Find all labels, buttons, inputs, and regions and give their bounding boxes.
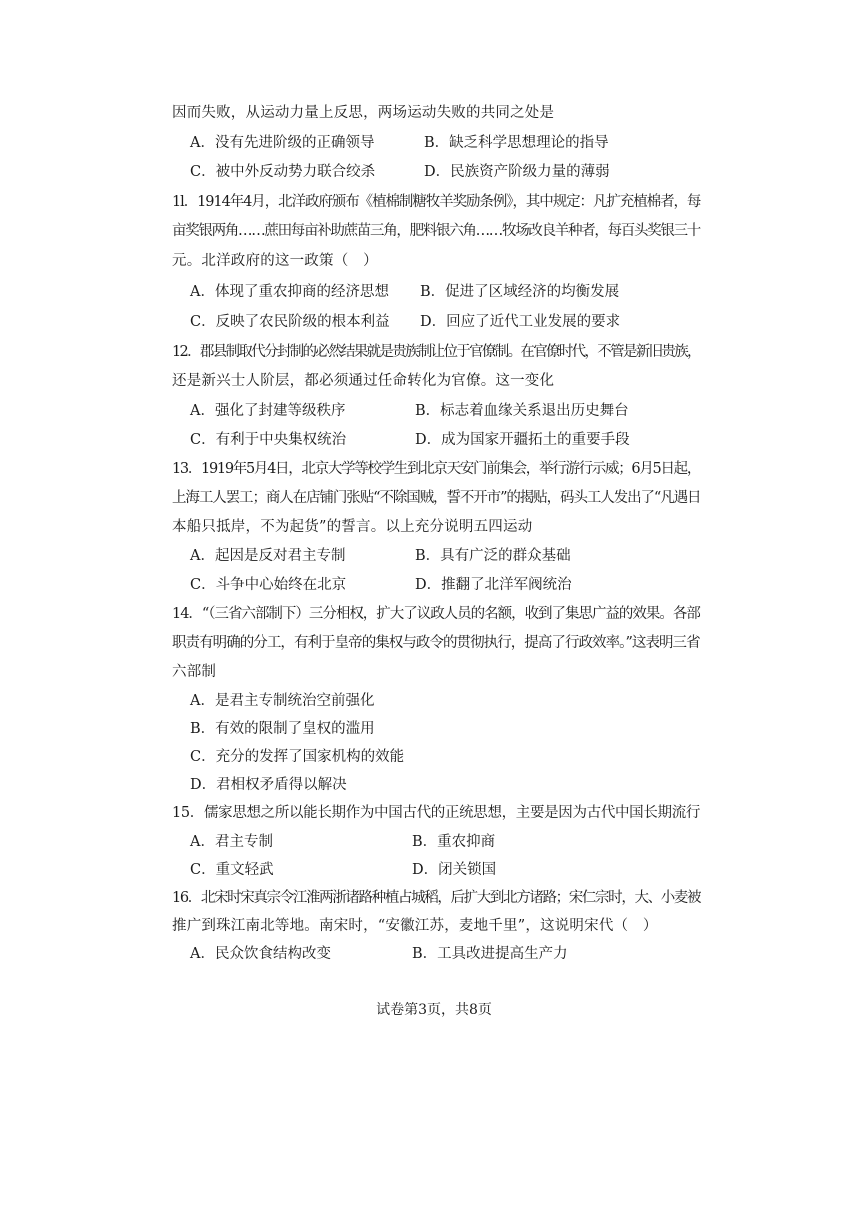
q12-stem-line-2: 还是新兴士人阶层，都必须通过任命转化为官僚。这一变化 [172, 373, 555, 389]
q10-option-b[interactable]: B．缺乏科学思想理论的指导 [424, 135, 609, 151]
q13-stem-line-3: 本船只抵岸，不为起货”的誓言。以上充分说明五四运动 [172, 519, 533, 535]
q13-stem-line-2: 上海工人罢工；商人在店铺门张贴“不除国贼，誓不开市”的揭贴，码头工人发出了“凡遇日 [172, 490, 701, 506]
q14-option-c[interactable]: C．充分的发挥了国家机构的效能 [190, 749, 405, 765]
q13-option-d[interactable]: D．推翻了北洋军阀统治 [415, 577, 572, 593]
q11-stem-line-3: 元。北洋政府的这一政策（ ） [172, 253, 378, 269]
q11-stem-line-1: 1l．1914年4月，北洋政府颁布《植棉制糖牧羊奖励条例》，其中规定：凡扩充植棉者，每 [172, 194, 701, 210]
q15-option-c[interactable]: C．重文轻武 [190, 862, 274, 878]
q13-option-b[interactable]: B．具有广泛的群众基础 [415, 548, 571, 564]
q12-stem-line-1: 12．郡县制取代分封制的必然结果就是贵族制让位于官僚制。在官僚时代，不管是新旧贵族， [172, 344, 700, 360]
q15-option-a[interactable]: A．君主专制 [190, 834, 273, 850]
q11-option-a[interactable]: A．体现了重农抑商的经济思想 [190, 284, 389, 300]
q14-stem-line-1: 14．“（三省六部制下）三分相权，扩大了议政人员的名额，收到了集思广益的效果。各部 [172, 606, 700, 622]
q12-option-c[interactable]: C．有利于中央集权统治 [190, 432, 347, 448]
q14-option-b[interactable]: B．有效的限制了皇权的滥用 [190, 721, 375, 737]
q16-stem-line-1: 16．北宋时宋真宗令江淮两浙诸路种植占城稻，后扩大到北方诸路；宋仁宗时，大、小麦被 [172, 890, 701, 906]
q14-option-d[interactable]: D．君相权矛盾得以解决 [190, 777, 347, 793]
q15-option-b[interactable]: B．重农抑商 [412, 834, 496, 850]
q11-option-c[interactable]: C．反映了农民阶级的根本利益 [190, 314, 390, 330]
q16-option-b[interactable]: B．工具改进提高生产力 [412, 946, 568, 962]
page-footer: 试卷第3页，共8页 [376, 1002, 492, 1018]
q12-option-b[interactable]: B．标志着血缘关系退出历史舞台 [415, 403, 629, 419]
q11-option-b[interactable]: B．促进了区域经济的均衡发展 [420, 284, 620, 300]
q14-option-a[interactable]: A．是君主专制统治空前强化 [190, 693, 375, 709]
q10-option-c[interactable]: C．被中外反动势力联合绞杀 [190, 164, 376, 180]
q14-stem-line-2: 职责有明确的分工，有利于皇帝的集权与政令的贯彻执行，提高了行政效率。”这表明三省 [172, 635, 700, 651]
q11-option-d[interactable]: D．回应了近代工业发展的要求 [420, 314, 621, 330]
q16-option-a[interactable]: A．民众饮食结构改变 [190, 946, 331, 962]
q10-option-d[interactable]: D．民族资产阶级力量的薄弱 [424, 164, 610, 180]
q10-stem-tail: 因而失败，从运动力量上反思，两场运动失败的共同之处是 [172, 105, 555, 121]
q12-option-d[interactable]: D．成为国家开疆拓土的重要手段 [415, 432, 630, 448]
q14-stem-line-3: 六部制 [172, 664, 217, 680]
q11-stem-line-2: 亩奖银两角……蔗田每亩补助蔗苗三角，肥料银六角……牧场改良羊种者，每百头奖银三十 [172, 223, 700, 239]
q15-stem-line-1: 15．儒家思想之所以能长期作为中国古代的正统思想，主要是因为古代中国长期流行 [172, 805, 701, 821]
q13-option-a[interactable]: A．起因是反对君主专制 [190, 548, 346, 564]
q13-option-c[interactable]: C．斗争中心始终在北京 [190, 577, 347, 593]
q12-option-a[interactable]: A．强化了封建等级秩序 [190, 403, 346, 419]
q13-stem-line-1: 13．1919年5月4日，北京大学等校学生到北京天安门前集会，举行游行示威；6月5日起， [172, 461, 701, 477]
q16-stem-line-2: 推广到珠江南北等地。南宋时，“安徽江苏，麦地千里”，这说明宋代（ ） [172, 918, 658, 934]
q10-option-a[interactable]: A．没有先进阶级的正确领导 [190, 135, 375, 151]
q15-option-d[interactable]: D．闭关锁国 [412, 862, 497, 878]
